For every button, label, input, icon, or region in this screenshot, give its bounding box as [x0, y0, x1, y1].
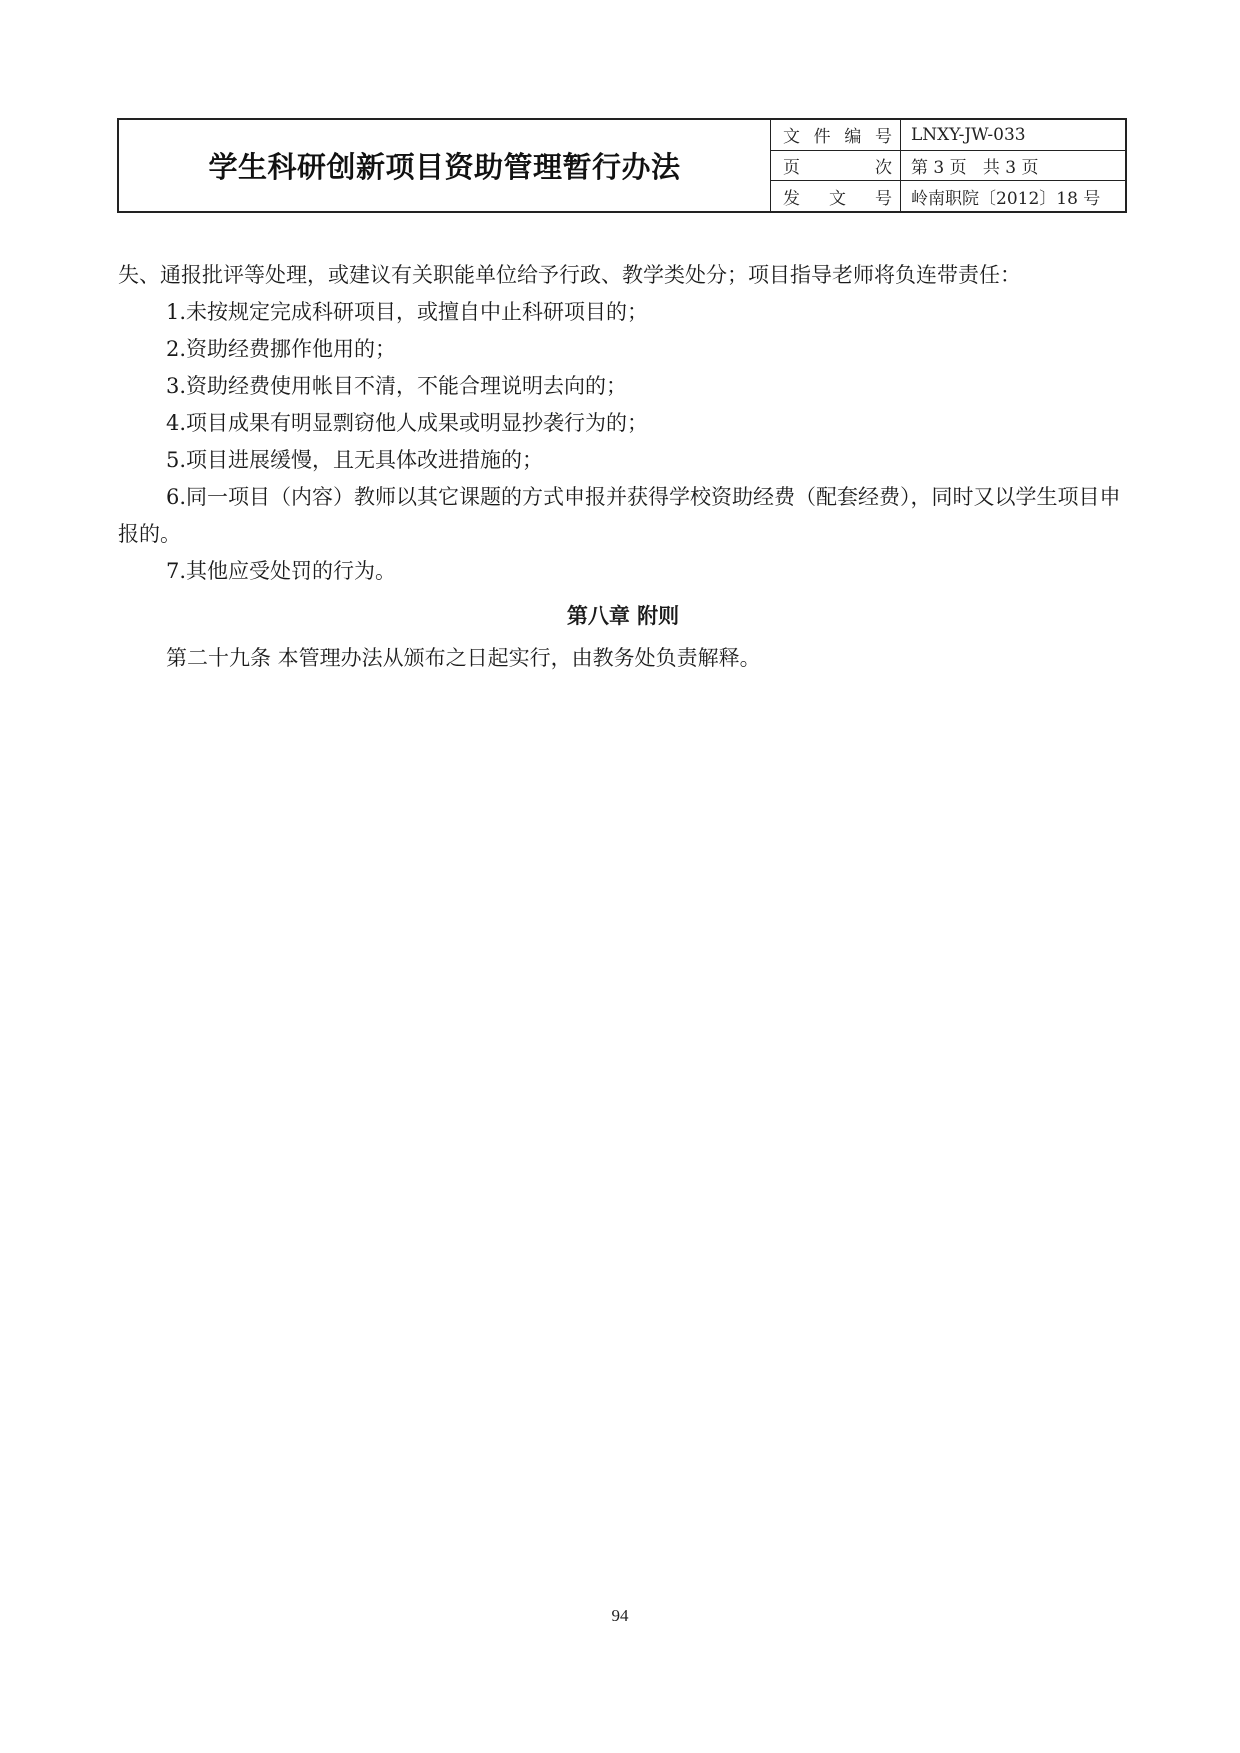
- page-number: 94: [611, 1606, 629, 1625]
- document-title-cell: [119, 120, 771, 211]
- list-item: 7.其他应受处罚的行为。: [166, 559, 397, 583]
- meta-row-page: [771, 151, 1125, 182]
- continuation-paragraph: 失、通报批评等处理，或建议有关职能单位给予行政、教学类处分；项目指导老师将负连带责任：: [118, 263, 1021, 287]
- meta-label-issue-number: 发 文 号: [771, 181, 901, 211]
- document-body: [118, 257, 1128, 677]
- list-item: 6.同一项目（内容）教师以其它课题的方式申报并获得学校资助经费（配套经费），同时又以学生项目申报的。: [118, 485, 1121, 546]
- list-item: 5.项目进展缓慢，且无具体改进措施的；: [166, 448, 544, 472]
- meta-label-document-number: 文 件 编 号: [771, 120, 901, 150]
- meta-value-page: 第 3 页 共 3 页: [911, 158, 1039, 178]
- list-item: 4.项目成果有明显剽窃他人成果或明显抄袭行为的；: [166, 411, 649, 435]
- article-paragraph: 第二十九条 本管理办法从颁布之日起实行，由教务处负责解释。: [166, 646, 761, 670]
- meta-label-page: 页 次: [771, 151, 901, 181]
- list-item: 3.资助经费使用帐目不清，不能合理说明去向的；: [166, 374, 628, 398]
- meta-row-issue-number: [771, 181, 1125, 211]
- list-item: 1.未按规定完成科研项目，或擅自中止科研项目的；: [166, 300, 649, 324]
- list-item: 2.资助经费挪作他用的；: [166, 337, 397, 361]
- meta-value-document-number: LNXY-JW-033: [911, 124, 1026, 145]
- meta-row-document-number: [771, 120, 1125, 151]
- document-header-table: [117, 118, 1127, 213]
- chapter-heading: 第八章 附则: [566, 604, 680, 628]
- document-meta-grid: [771, 120, 1125, 211]
- meta-value-issue-number: 岭南职院〔2012〕18 号: [911, 188, 1101, 209]
- document-title: 学生科研创新项目资助管理暂行办法: [208, 150, 681, 184]
